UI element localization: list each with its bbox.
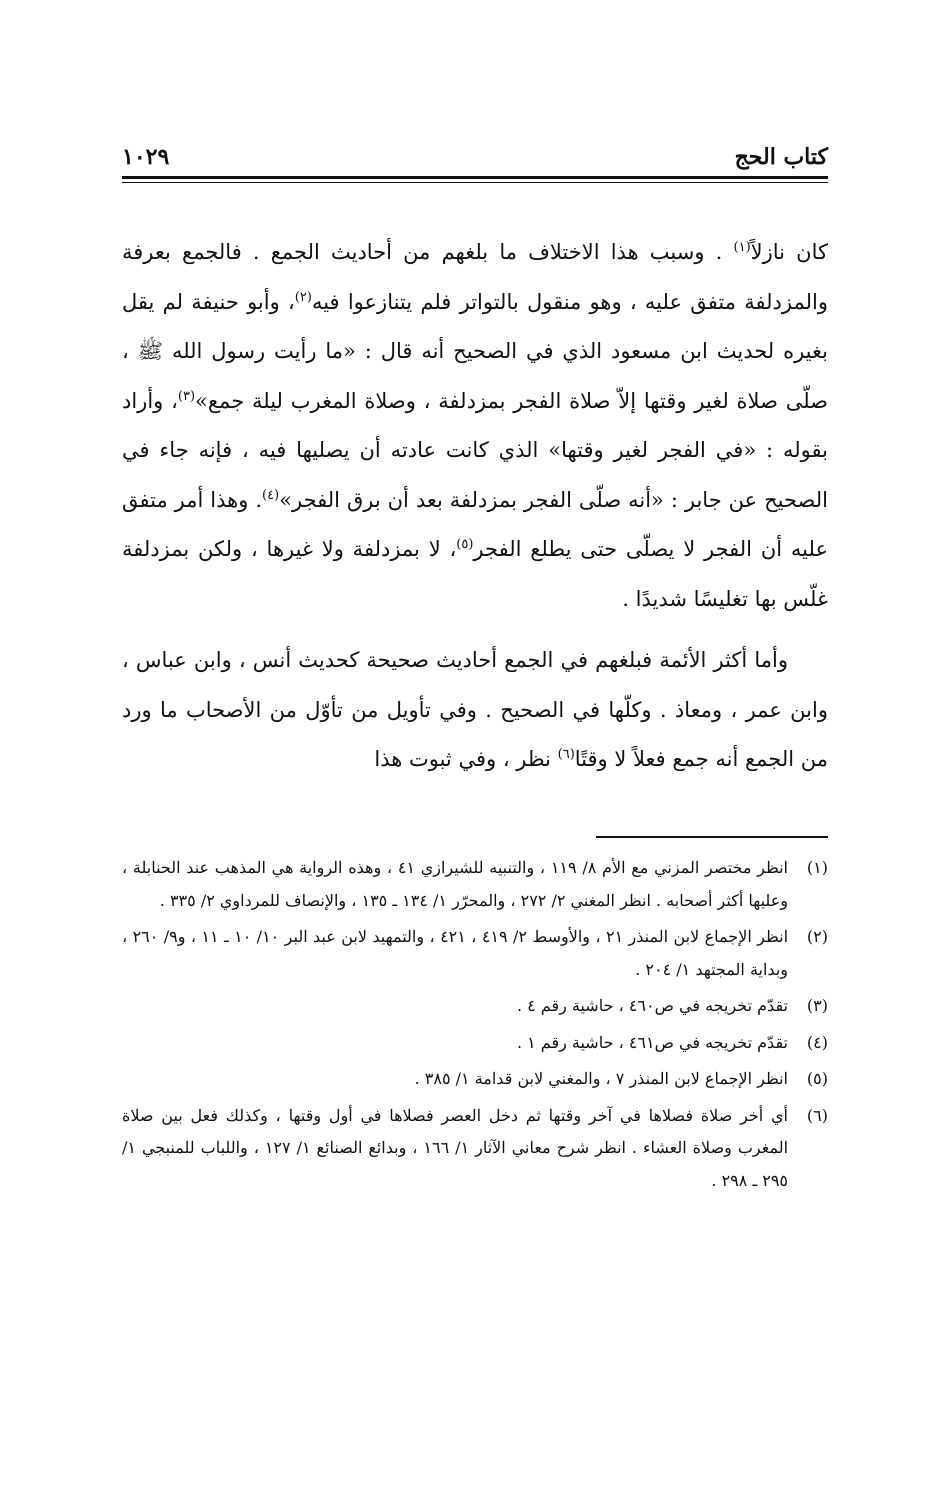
paragraph-text: نظر ، وفي ثبوت هذا (374, 747, 551, 771)
footnote-number: (٣) (806, 996, 828, 1015)
page-header (122, 138, 828, 172)
footnote-number: (٤) (806, 1032, 828, 1052)
footnote-ref: (٢) (294, 289, 312, 305)
paragraph-text: كان نازلاً (750, 240, 828, 264)
footnote-text: انظر الإجماع لابن المنذر ٧ ، والمغني لابن قدامة ١/ ٣٨٥ . (414, 1069, 788, 1088)
footnote-number: (٢) (806, 927, 828, 946)
paragraph-text: ، وأراد بقوله : «في الفجر لغير وقتها» الذي كانت عادته أن يصليها فيه ، فإنه جاء في الصحيح عن جابر : «أنه صلّى الفجر بمزدلفة بعد أن برق الفجر» (122, 388, 828, 512)
paragraph-text: . وهذا أمر متفق عليه أن الفجر لا يصلّى حتى يطلع الفجر (122, 487, 828, 561)
footnote-1 (122, 852, 828, 917)
footnote-ref: (٦) (557, 747, 575, 762)
footnote-ref: (٣) (177, 388, 196, 404)
footnote-5 (122, 1063, 828, 1096)
footnote-separator (596, 836, 828, 838)
footnote-ref: (٤) (262, 487, 280, 503)
footnote-text: انظر الإجماع لابن المنذر ٢١ ، والأوسط ٢/ ٤١٩ ، ٤٢١ ، والتمهيد لابن عبد البر ١٠/ ١٠ ـ ١١ ، و٩/ ٢٦٠ ، وبداية المجتهد ١/ ٢٠٤ . (122, 927, 789, 979)
footnote-text: أي أخر صلاة فصلاها في آخر وقتها ثم دخل العصر فصلاها في أول وقتها ، وكذلك فعل بين صلاة المغرب وصلاة العشاء . انظر شرح معاني الآثار ١/ ١٦٦ ، وبدائع الصنائع ١/ ١٢٧ ، واللباب للمنبجي ١/ ٢٩٥ ـ ٢٩٨ . (122, 1105, 789, 1190)
paragraph-text: وأما أكثر الأئمة فبلغهم في الجمع أحاديث صحيحة كحديث أنس ، وابن عباس ، وابن عمر ، ومعاذ . وكلّها في الصحيح . وفي تأويل من تأوّل من الأصحاب ما ورد من الجمع أنه جمع فعلاً لا وقتًا (122, 648, 828, 771)
footnote-text: تقدّم تخريجه في ص٤٦٠ ، حاشية رقم ٤ . (516, 996, 788, 1015)
footnote-number: (٦) (806, 1105, 828, 1125)
paragraph-text: . وسبب هذا الاختلاف ما بلغهم من أحاديث الجمع . فالجمع بعرفة والمزدلفة متفق عليه ، وهو منقول بالتواتر فلم يتنازعوا فيه (122, 240, 828, 314)
footnote-ref: (٥) (456, 537, 474, 552)
footnote-text: تقدّم تخريجه في ص٤٦١ ، حاشية رقم ١ . (516, 1032, 788, 1052)
footnote-ref: (١) (733, 240, 751, 255)
paragraph-text: ، لا بمزدلفة ولا غيرها ، ولكن بمزدلفة غلّس بها تغليسًا شديدًا . (122, 537, 828, 611)
footnote-2 (122, 921, 828, 986)
header-rule-thick (122, 176, 828, 179)
footnote-4 (122, 1027, 828, 1060)
footnote-3 (122, 990, 828, 1023)
footnotes (122, 852, 828, 1201)
page-number: ١٠٢٩ (122, 144, 170, 170)
footnote-number: (١) (806, 858, 828, 877)
header-rule-thin (122, 182, 828, 183)
paragraph-text: ، وأبو حنيفة لم يقل بغيره لحديث ابن مسعود الذي في الصحيح أنه قال : «ما رأيت رسول الله ﷺ ، صلّى صلاة لغير وقتها إلاّ صلاة الفجر بمزدلفة ، وصلاة المغرب ليلة جمع» (122, 289, 828, 413)
footnote-6 (122, 1100, 828, 1198)
footnote-number: (٥) (806, 1069, 828, 1088)
paragraph-1 (122, 228, 828, 624)
running-title: كتاب الحج (734, 144, 828, 170)
paragraph-2 (122, 636, 828, 785)
footnote-text: انظر مختصر المزني مع الأم ٨/ ١١٩ ، والتنبيه للشيرازي ٤١ ، وهذه الرواية هي المذهب عند الحنابلة ، وعليها أكثر أصحابه . انظر المغني ٢/ ٢٧٢ ، والمحرّر ١/ ١٣٤ ـ ١٣٥ ، والإنصاف للمرداوي ٢/ ٣٣٥ . (122, 858, 789, 910)
main-text (122, 228, 828, 785)
